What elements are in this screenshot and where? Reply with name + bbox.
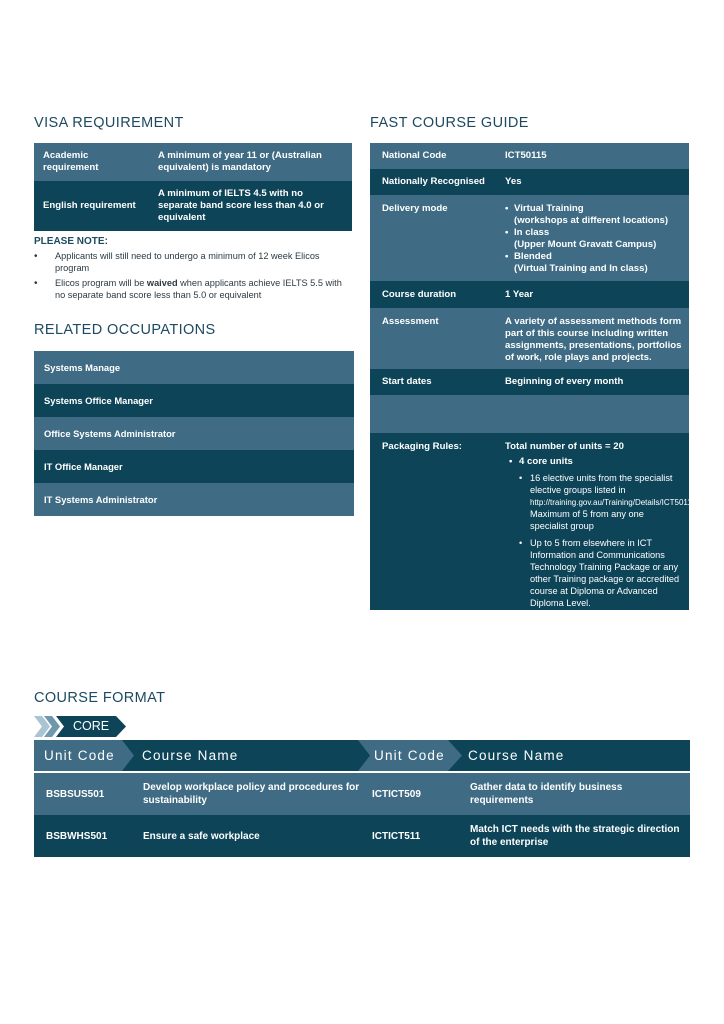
- note-item: [34, 278, 344, 301]
- related-occupations-list: [34, 351, 354, 516]
- course-format-row: [34, 773, 690, 815]
- delivery-mode-detail: (workshops at different locations): [514, 214, 669, 226]
- course-name-2: Match ICT needs with the strategic direction of the enterprise: [470, 824, 680, 848]
- occupation-item: IT Systems Administrator: [34, 483, 354, 516]
- english-requirement-row: [34, 181, 352, 231]
- delivery-mode-name: In class: [514, 226, 550, 238]
- delivery-mode-item: [505, 251, 681, 275]
- unit-code-1: BSBSUS501: [46, 788, 105, 800]
- course-name-1: Ensure a safe workplace: [143, 830, 260, 842]
- note-text-post: when applicants achieve IELTS 5.5 with no separate band score less than 5.0 or equivalent: [55, 278, 342, 300]
- unit-code-2: ICTICT511: [372, 830, 421, 842]
- delivery-mode-detail: (Upper Mount Gravatt Campus): [514, 238, 657, 250]
- delivery-mode-item: [505, 227, 681, 251]
- occupation-item: Systems Office Manager: [34, 384, 354, 417]
- course-format-row: [34, 815, 690, 857]
- delivery-mode-item: [505, 203, 681, 227]
- academic-requirement-value: A minimum of year 11 or (Australian equivalent) is mandatory: [158, 150, 322, 173]
- academic-requirement-label: Academic requirement: [43, 150, 99, 173]
- note-text-bold: waived: [146, 278, 178, 288]
- assessment-label: Assessment: [382, 316, 439, 327]
- please-note-title: PLEASE NOTE:: [34, 236, 108, 247]
- fast-course-guide-table: [370, 143, 699, 610]
- assessment-value: A variety of assessment methods form part of this course including written assignments, presentations, portfolios of work, role plays and projects.: [505, 316, 682, 363]
- course-name-1: Develop workplace policy and procedures for sustainability: [143, 782, 360, 806]
- fast-course-guide-heading: FAST COURSE GUIDE: [370, 115, 529, 131]
- related-occupations-heading: RELATED OCCUPATIONS: [34, 322, 216, 338]
- nationally-recognised-label: Nationally Recognised: [382, 176, 485, 187]
- elective-units-text: 16 elective units from the specialist elective groups listed in: [530, 472, 673, 495]
- course-name-2: Gather data to identify business requirements: [470, 782, 623, 806]
- unit-code-2: ICTICT509: [372, 788, 421, 800]
- occupation-item: IT Office Manager: [34, 450, 354, 483]
- delivery-mode-list: [505, 203, 681, 275]
- occupation-item: Systems Manage: [34, 351, 354, 384]
- packaging-rules-label: Packaging Rules:: [382, 441, 462, 452]
- header-unit-code-2: Unit Code: [374, 748, 445, 763]
- nationally-recognised-row: [370, 169, 689, 195]
- note-item: [34, 251, 344, 274]
- course-format-table: [34, 740, 690, 857]
- delivery-mode-name: Blended: [514, 250, 552, 262]
- please-note-list: [34, 251, 344, 305]
- course-duration-row: [370, 281, 689, 308]
- visa-requirement-table: [34, 143, 352, 231]
- note-text-pre: Elicos program will be: [55, 278, 147, 288]
- header-course-name-1: Course Name: [142, 748, 239, 763]
- elective-units-text-post: Maximum of 5 from any one specialist group: [530, 508, 644, 531]
- national-code-value: ICT50115: [505, 150, 547, 161]
- english-requirement-label: English requirement: [43, 200, 136, 211]
- delivery-mode-name: Virtual Training: [514, 203, 584, 214]
- header-unit-code-1: Unit Code: [44, 748, 115, 763]
- course-format-header: [34, 740, 690, 771]
- elsewhere-units-item: • Up to 5 from elsewhere in ICT Information and Communications Technology Training Package or any other Training package or accredited course at Diploma or Advanced Diploma Level.: [519, 538, 681, 610]
- course-duration-value: 1 Year: [505, 288, 534, 300]
- national-code-label: National Code: [382, 150, 447, 161]
- elective-units-item: [519, 472, 699, 533]
- delivery-mode-label: Delivery mode: [382, 203, 448, 214]
- academic-requirement-row: [34, 143, 352, 181]
- start-dates-row: [370, 369, 689, 395]
- delivery-mode-detail: (Virtual Training and In class): [514, 262, 648, 274]
- core-tag: [34, 716, 126, 737]
- nationally-recognised-value: Yes: [505, 176, 522, 187]
- delivery-mode-row: [370, 195, 689, 281]
- packaging-total: Total number of units = 20: [505, 441, 624, 452]
- packaging-list: [505, 455, 699, 609]
- note-text: Applicants will still need to undergo a minimum of 12 week Elicos program: [55, 251, 320, 273]
- packaging-sublist: [519, 472, 699, 609]
- visa-requirement-heading: VISA REQUIREMENT: [34, 115, 184, 131]
- english-requirement-value: A minimum of IELTS 4.5 with no separate band score less than 4.0 or equivalent: [158, 188, 324, 223]
- unit-code-1: BSBWHS501: [46, 830, 108, 842]
- header-course-name-2: Course Name: [468, 748, 565, 763]
- core-units-text: 4 core units: [519, 455, 573, 467]
- course-duration-label: Course duration: [382, 288, 457, 300]
- national-code-row: [370, 143, 689, 169]
- start-dates-label: Start dates: [382, 376, 432, 387]
- occupation-item: Office Systems Administrator: [34, 417, 354, 450]
- core-label: CORE: [73, 719, 110, 733]
- blank-row: [370, 395, 689, 433]
- training-gov-link[interactable]: http://training.gov.au/Training/Details/ICT50115.: [530, 497, 699, 507]
- course-format-heading: COURSE FORMAT: [34, 690, 166, 706]
- core-units-item: [505, 455, 699, 609]
- start-dates-value: Beginning of every month: [505, 376, 624, 387]
- assessment-row: [370, 308, 689, 369]
- packaging-rules-row: [370, 433, 699, 610]
